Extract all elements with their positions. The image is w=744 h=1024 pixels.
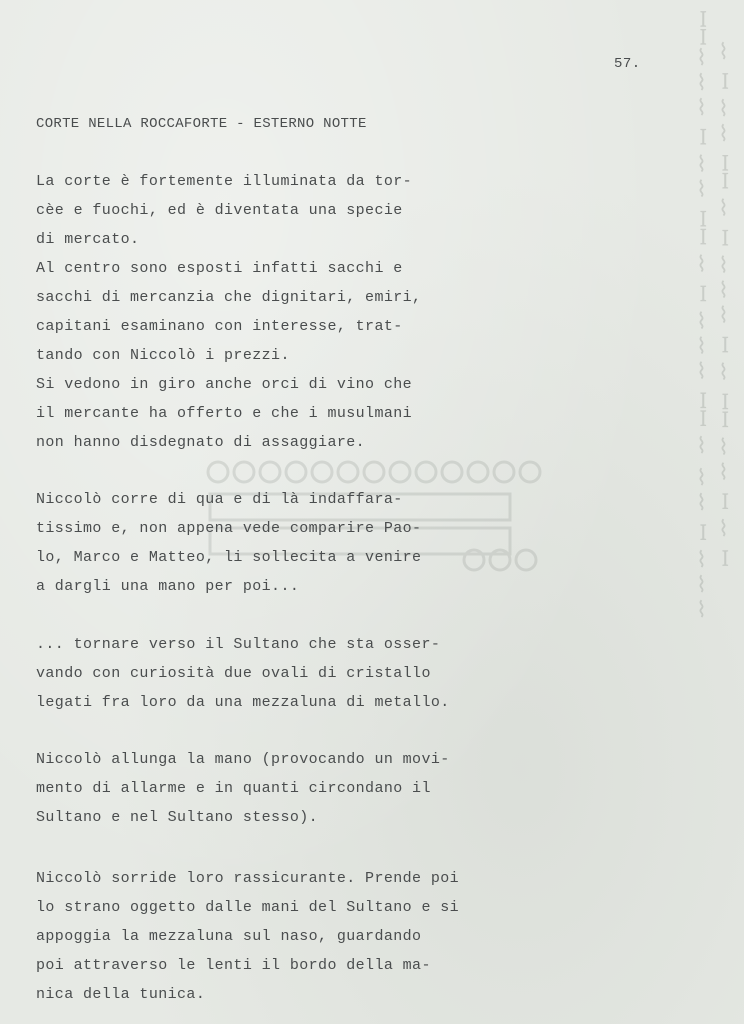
text-line: sacchi di mercanzia che dignitari, emiri, bbox=[36, 289, 422, 306]
bleed-through-text: ꟷꟷ⌇⌇⌇ ꟷ ⌇⌇ ꟷꟷ ⌇ ꟷ ⌇⌇⌇ ꟷꟷ ⌇ ⌇⌇ ꟷ ⌇⌇⌇ ⌇ ꟷ ⌇⌇ ꟷꟷ ⌇ ꟷ ⌇⌇⌇ ꟷ ⌇ ꟷꟷ ⌇⌇ ꟷ ⌇ ꟷ bbox=[689, 10, 736, 624]
text-line: lo, Marco e Matteo, li sollecita a venire bbox=[36, 549, 422, 566]
text-line: di mercato. bbox=[36, 231, 140, 248]
text-line: tando con Niccolò i prezzi. bbox=[36, 347, 290, 364]
text-line: La corte è fortemente illuminata da tor- bbox=[36, 173, 413, 190]
text-line: vando con curiosità due ovali di cristallo bbox=[36, 665, 431, 682]
text-line: legati fra loro da una mezzaluna di metallo. bbox=[36, 694, 450, 711]
text-line: mento di allarme e in quanti circondano il bbox=[36, 780, 431, 797]
text-line: ... tornare verso il Sultano che sta osser- bbox=[36, 636, 441, 653]
text-line: a dargli una mano per poi... bbox=[36, 578, 300, 595]
text-line: lo strano oggetto dalle mani del Sultano e si bbox=[36, 899, 460, 916]
text-line: non hanno disdegnato di assaggiare. bbox=[36, 434, 366, 451]
text-line: Niccolò allunga la mano (provocando un movi- bbox=[36, 751, 450, 768]
text-line: tissimo e, non appena vede comparire Pao- bbox=[36, 520, 422, 537]
text-line: il mercante ha offerto e che i musulmani bbox=[36, 405, 413, 422]
text-line: poi attraverso le lenti il bordo della ma- bbox=[36, 957, 431, 974]
text-line: Niccolò corre di qua e di là indaffara- bbox=[36, 491, 403, 508]
text-line: Sultano e nel Sultano stesso). bbox=[36, 809, 319, 826]
text-line: capitani esaminano con interesse, trat- bbox=[36, 318, 403, 335]
scene-heading: CORTE NELLA ROCCAFORTE - ESTERNO NOTTE bbox=[36, 116, 367, 132]
text-line: Niccolò sorride loro rassicurante. Prende poi bbox=[36, 870, 460, 887]
text-line: nica della tunica. bbox=[36, 986, 206, 1003]
text-line: appoggia la mezzaluna sul naso, guardando bbox=[36, 928, 422, 945]
text-line: Si vedono in giro anche orci di vino che bbox=[36, 376, 413, 393]
page-number: 57. bbox=[614, 56, 641, 72]
text-line: cèe e fuochi, ed è diventata una specie bbox=[36, 202, 403, 219]
text-line: Al centro sono esposti infatti sacchi e bbox=[36, 260, 403, 277]
